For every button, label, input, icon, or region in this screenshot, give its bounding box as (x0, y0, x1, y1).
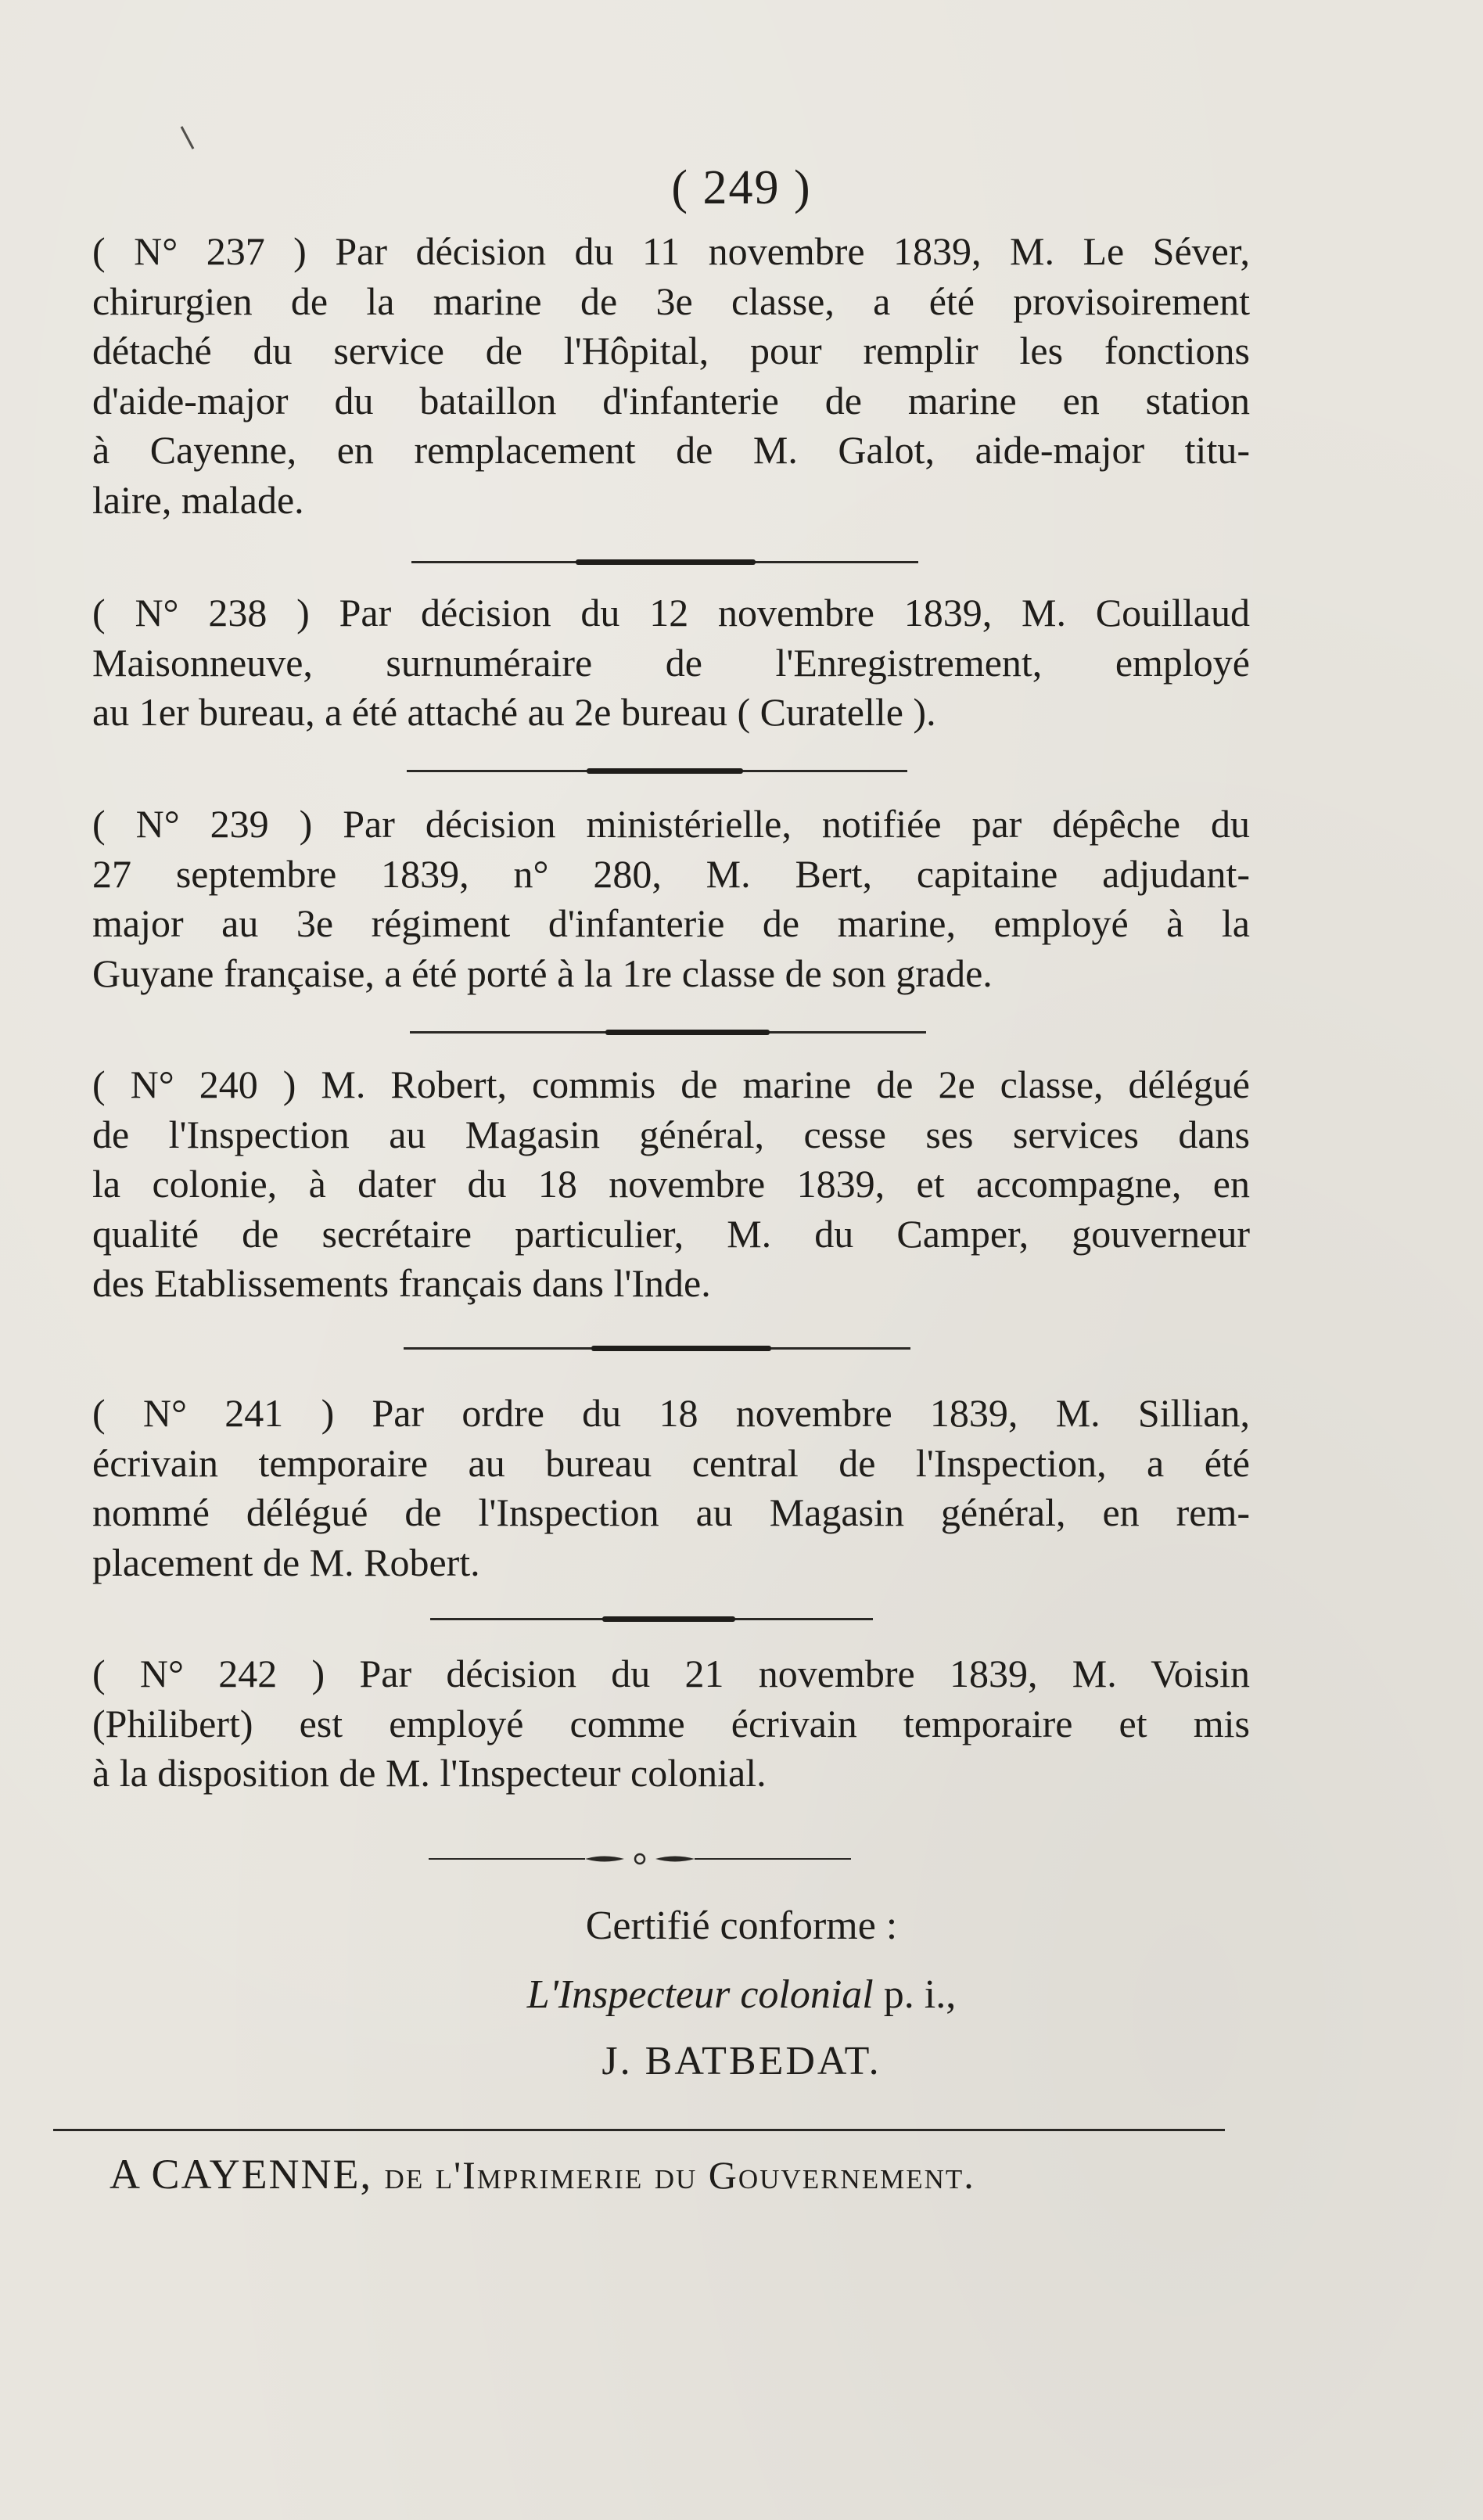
decision-line: major au 3e régiment d'infanterie de marine, employé à la (92, 901, 1250, 945)
decision-239 (92, 800, 1250, 998)
decision-line: écrivain temporaire au bureau central de l'Inspection, a été (92, 1440, 1250, 1485)
decision-line: (Philibert) est employé comme écrivain temporaire et mis (92, 1701, 1250, 1745)
decision-number: ( N° 241 ) (92, 1391, 335, 1435)
decision-number: ( N° 238 ) (92, 591, 310, 634)
ornament-divider (429, 1851, 851, 1867)
decision-number: ( N° 237 ) (92, 229, 307, 273)
section-divider (407, 770, 907, 772)
decision-line: à Cayenne, en remplacement de M. Galot, aide-major titu- (92, 428, 1250, 472)
decision-line: ( N° 238 ) Par décision du 12 novembre 1839, M. Couillaud (92, 591, 1250, 634)
section-divider (410, 1031, 926, 1034)
decision-242 (92, 1649, 1250, 1799)
decision-line: laire, malade. (92, 477, 304, 522)
decision-238 (92, 588, 1250, 738)
imprint-footer: A CAYENNE, de l'Imprimerie du Gouvernement. (110, 2151, 975, 2198)
decision-line: à la disposition de M. l'Inspecteur colonial. (92, 1751, 767, 1795)
section-divider (430, 1618, 873, 1620)
decision-number: ( N° 242 ) (92, 1652, 325, 1695)
decision-line: ( N° 239 ) Par décision ministérielle, notifiée par dépêche du (92, 802, 1251, 846)
certification-role: L'Inspecteur colonial p. i., (526, 1972, 957, 2017)
decision-line: ( N° 240 ) M. Robert, commis de marine de 2e classe, délégué (92, 1062, 1251, 1106)
decision-line: Maisonneuve, surnuméraire de l'Enregistrement, employé (92, 640, 1250, 685)
decision-line: chirurgien de la marine de 3e classe, a été provisoirement (92, 279, 1250, 323)
decision-line: d'aide-major du bataillon d'infanterie de marine en station (92, 378, 1250, 422)
decision-237 (92, 227, 1250, 525)
section-divider (404, 1347, 910, 1350)
decision-241 (92, 1389, 1250, 1587)
decision-number: ( N° 239 ) (92, 802, 313, 846)
decision-line: des Etablissements français dans l'Inde. (92, 1261, 711, 1305)
footer-rule (53, 2129, 1225, 2131)
decision-line: qualité de secrétaire particulier, M. du Camper, gouverneur (92, 1211, 1250, 1256)
signatory-name: J. BATBEDAT. (601, 2039, 882, 2083)
decision-line: Guyane française, a été porté à la 1re classe de son grade. (92, 951, 993, 995)
decision-line: détaché du service de l'Hôpital, pour remplir les fonctions (92, 329, 1250, 372)
decision-number: ( N° 240 ) (92, 1062, 296, 1106)
decision-line: au 1er bureau, a été attaché au 2e bureau ( Curatelle ). (92, 690, 936, 734)
certification-line: Certifié conforme : (585, 1903, 898, 1948)
decision-240 (92, 1060, 1250, 1309)
section-divider (411, 561, 918, 563)
stray-ink-mark (181, 126, 195, 149)
decision-line: de l'Inspection au Magasin général, cesse ses services dans (92, 1112, 1250, 1156)
page-number: ( 249 ) (671, 161, 812, 214)
decision-line: placement de M. Robert. (92, 1540, 480, 1584)
decision-line: ( N° 242 ) Par décision du 21 novembre 1839, M. Voisin (92, 1652, 1250, 1695)
decision-line: la colonie, à dater du 18 novembre 1839, et accompagne, en (92, 1162, 1250, 1206)
decision-line: 27 septembre 1839, n° 280, M. Bert, capitaine adjudant- (92, 851, 1250, 896)
decision-line: nommé délégué de l'Inspection au Magasin général, en rem- (92, 1490, 1250, 1534)
decision-line: ( N° 237 ) Par décision du 11 novembre 1839, M. Le Séver, (92, 229, 1251, 273)
decision-line: ( N° 241 ) Par ordre du 18 novembre 1839, M. Sillian, (92, 1391, 1250, 1435)
